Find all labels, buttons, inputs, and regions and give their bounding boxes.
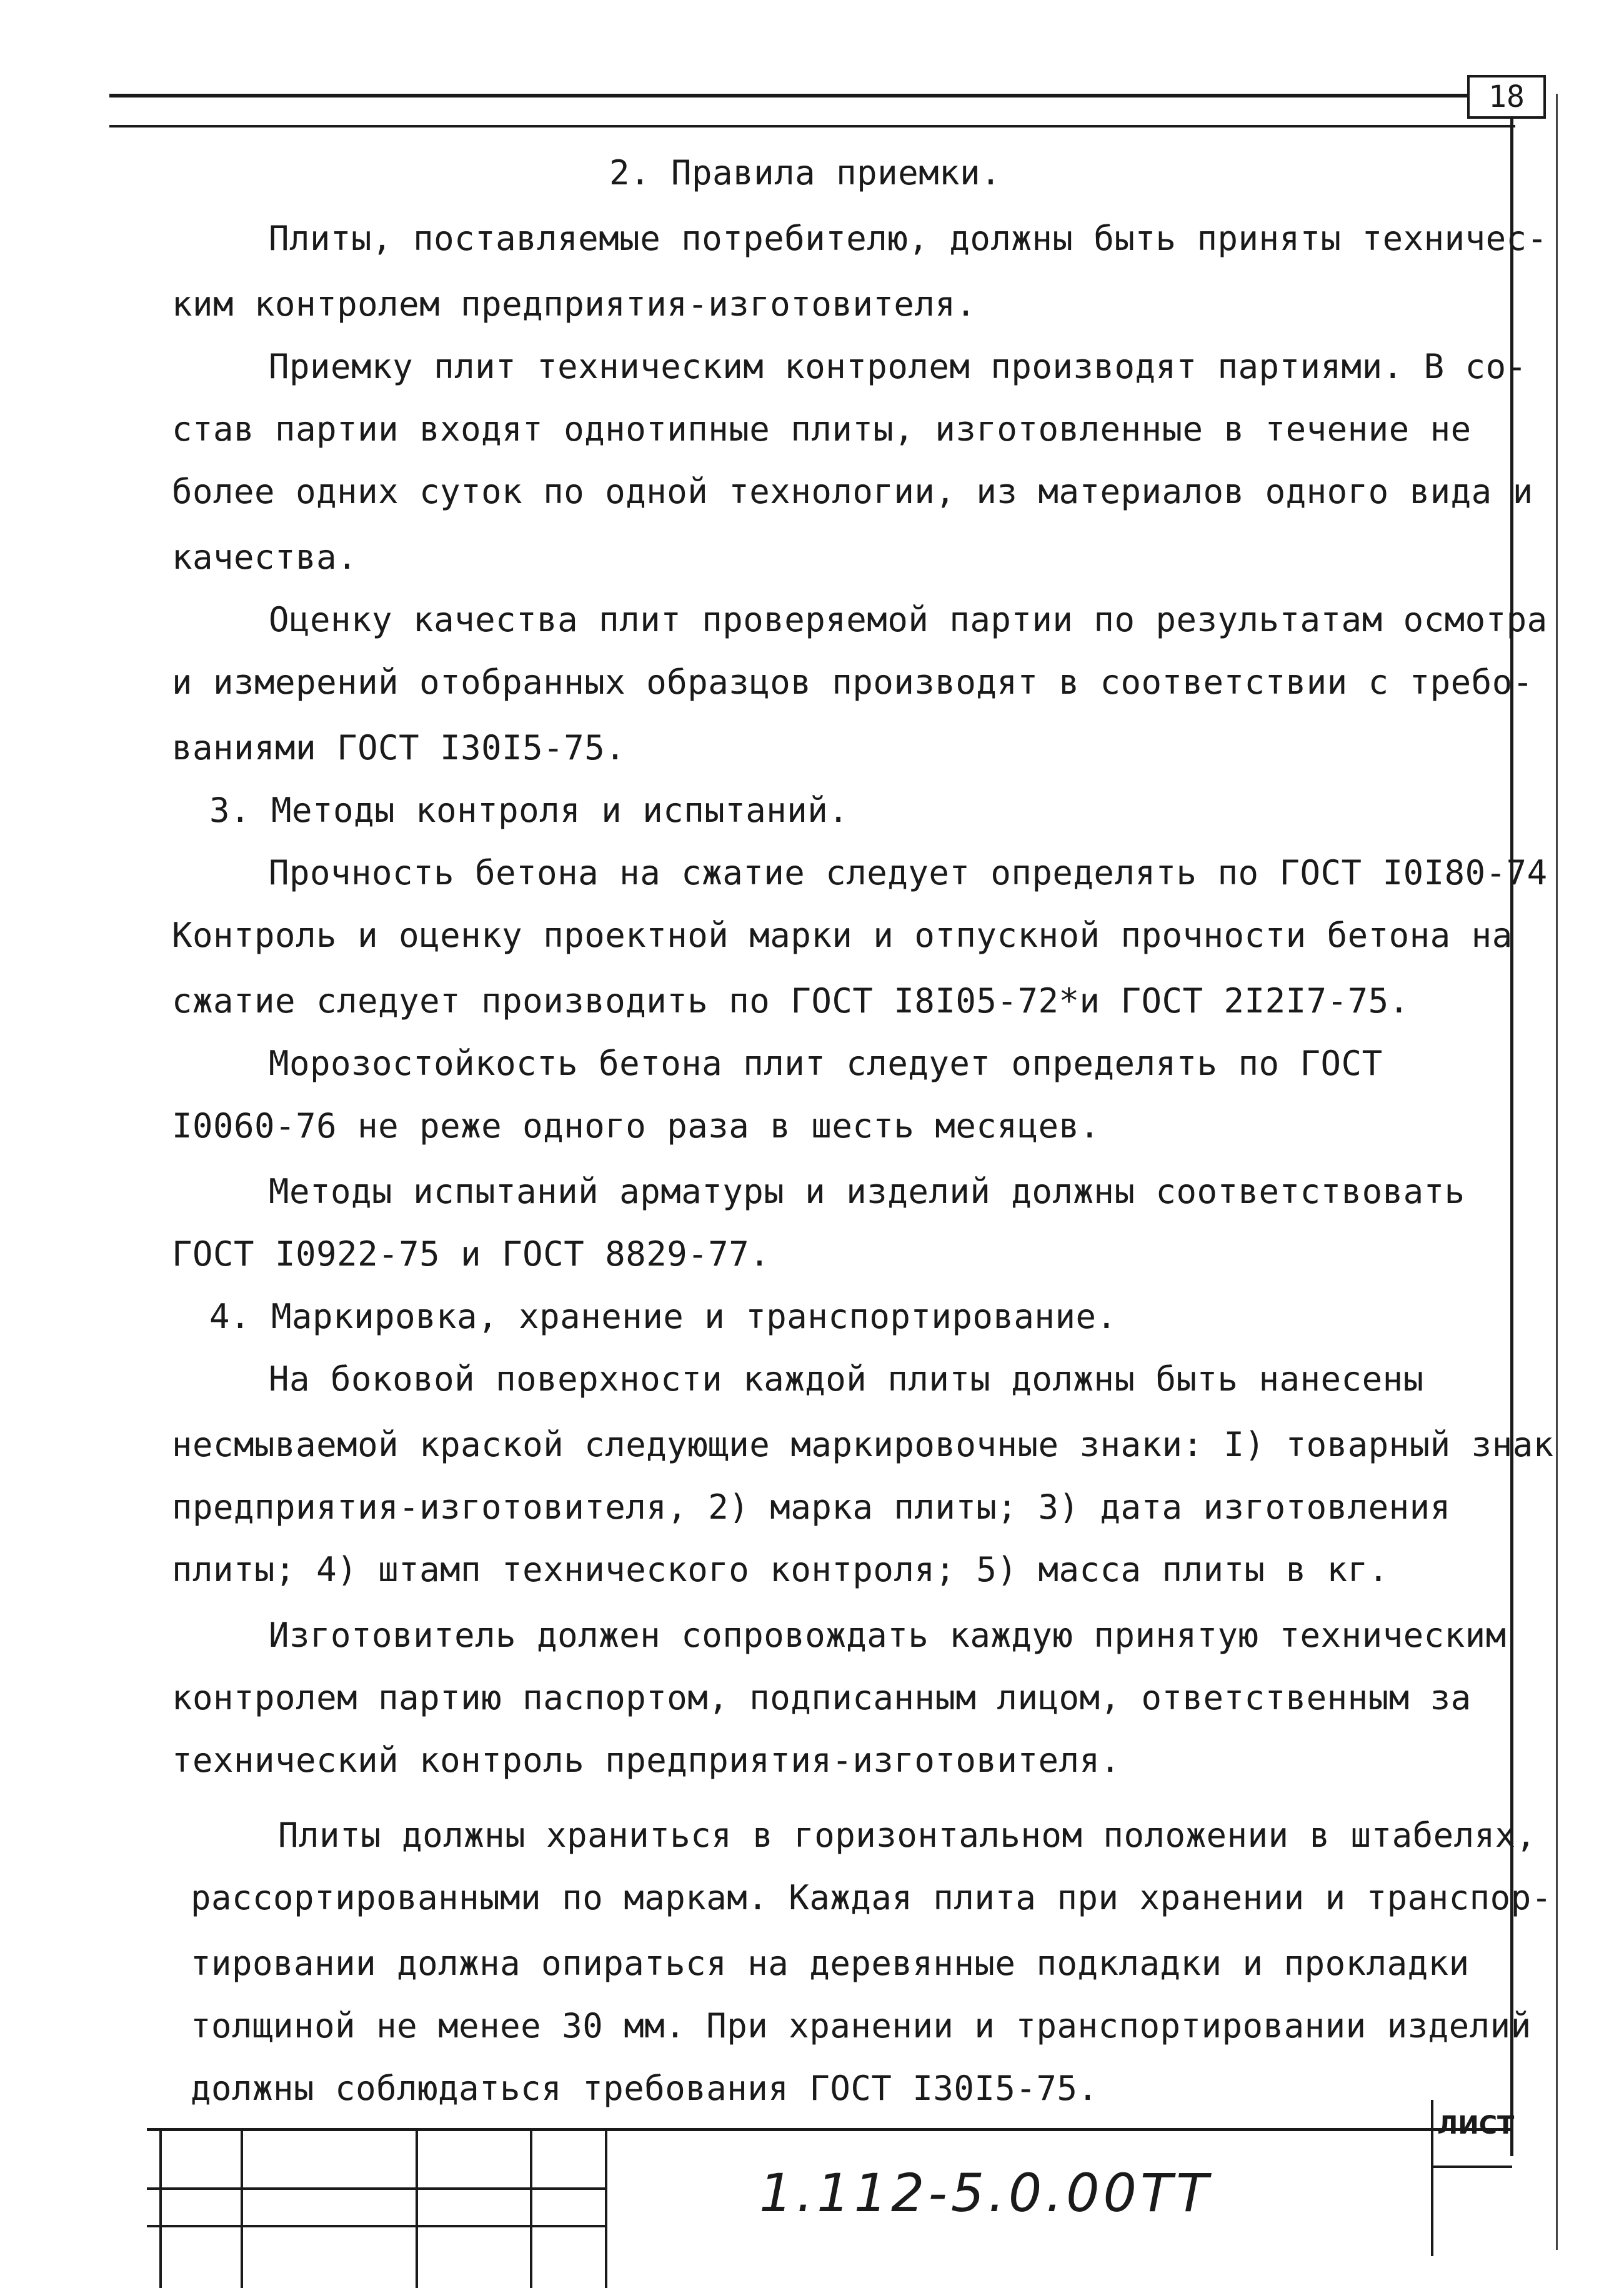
text-line: став партии входят однотипные плиты, изготовленные в течение не [172, 409, 1472, 449]
text-line: несмываемой краской следующие маркировочные знаки: I) товарный знак [172, 1425, 1554, 1464]
text-line: Морозостойкость бетона плит следует определять по ГОСТ [269, 1044, 1383, 1083]
title-block-rule [159, 2128, 162, 2288]
frame-top-rule-inner [109, 125, 1515, 127]
text-line: тировании должна опираться на деревянные подкладки и прокладки [191, 1944, 1470, 1983]
title-block-rule [1431, 2166, 1512, 2168]
text-line: Оценку качества плит проверяемой партии по результатам осмотра [269, 600, 1548, 639]
text-line: ГОСТ I0922-75 и ГОСТ 8829-77. [172, 1234, 770, 1274]
section-heading-marking: 4. Маркировка, хранение и транспортирование. [209, 1297, 1117, 1336]
text-line: контролем партию паспортом, подписанным лицом, ответственным за [172, 1678, 1472, 1717]
text-line: Контроль и оценку проектной марки и отпускной прочности бетона на [172, 916, 1513, 955]
title-block-rule [530, 2128, 532, 2288]
text-line: толщиной не менее 30 мм. При хранении и транспортировании изделий [191, 2006, 1532, 2046]
text-line: ким контролем предприятия-изготовителя. [172, 284, 977, 324]
sheet-label: ЛИСТ [1437, 2111, 1515, 2140]
frame-right-rule-outer [1556, 94, 1558, 2250]
text-line: I0060-76 не реже одного раза в шесть месяцев. [172, 1106, 1100, 1146]
document-code: 1.112-5.0.00TT [759, 2162, 1212, 2224]
text-line: Плиты должны храниться в горизонтальном положении в штабелях, [278, 1816, 1537, 1855]
title-block-rule [147, 2187, 606, 2190]
text-line: технический контроль предприятия-изготовителя. [172, 1741, 1121, 1780]
title-block-rule [147, 2225, 606, 2227]
section-heading-test-methods: 3. Методы контроля и испытаний. [209, 791, 849, 830]
text-line: ваниями ГОСТ I30I5-75. [172, 728, 626, 767]
title-block-rule [605, 2128, 607, 2288]
text-line: должны соблюдаться требования ГОСТ I30I5-75. [191, 2069, 1098, 2108]
text-line: Изготовитель должен сопровождать каждую принятую техническим [269, 1616, 1507, 1655]
text-line: Прочность бетона на сжатие следует определять по ГОСТ I0I80-74 [269, 853, 1548, 892]
text-line: сжатие следует производить по ГОСТ I8I05-72*и ГОСТ 2I2I7-75. [172, 981, 1410, 1021]
text-line: качества. [172, 537, 358, 577]
text-line: предприятия-изготовителя, 2) марка плиты; 3) дата изготовления [172, 1487, 1451, 1527]
text-line: более одних суток по одной технологии, из материалов одного вида и [172, 472, 1533, 511]
frame-top-rule [109, 94, 1519, 97]
title-block-rule [416, 2128, 418, 2288]
text-line: На боковой поверхности каждой плиты должны быть нанесены [269, 1359, 1424, 1399]
section-heading-acceptance: 2. Правила приемки. [609, 153, 1002, 192]
page-number: 18 [1467, 75, 1546, 119]
text-line: Приемку плит техническим контролем производят партиями. В со- [269, 347, 1527, 386]
title-block-rule [1431, 2100, 1433, 2256]
text-line: и измерений отобранных образцов производят в соответствии с требо- [172, 662, 1533, 702]
text-line: плиты; 4) штамп технического контроля; 5) масса плиты в кг. [172, 1550, 1389, 1589]
text-line: Плиты, поставляемые потребителю, должны быть приняты техничес- [269, 219, 1548, 258]
text-line: рассортированными по маркам. Каждая плита при хранении и транспор- [191, 1878, 1552, 1917]
title-block-rule [147, 2128, 1512, 2131]
text-line: Методы испытаний арматуры и изделий должны соответствовать [269, 1172, 1465, 1211]
title-block-rule [241, 2128, 243, 2288]
